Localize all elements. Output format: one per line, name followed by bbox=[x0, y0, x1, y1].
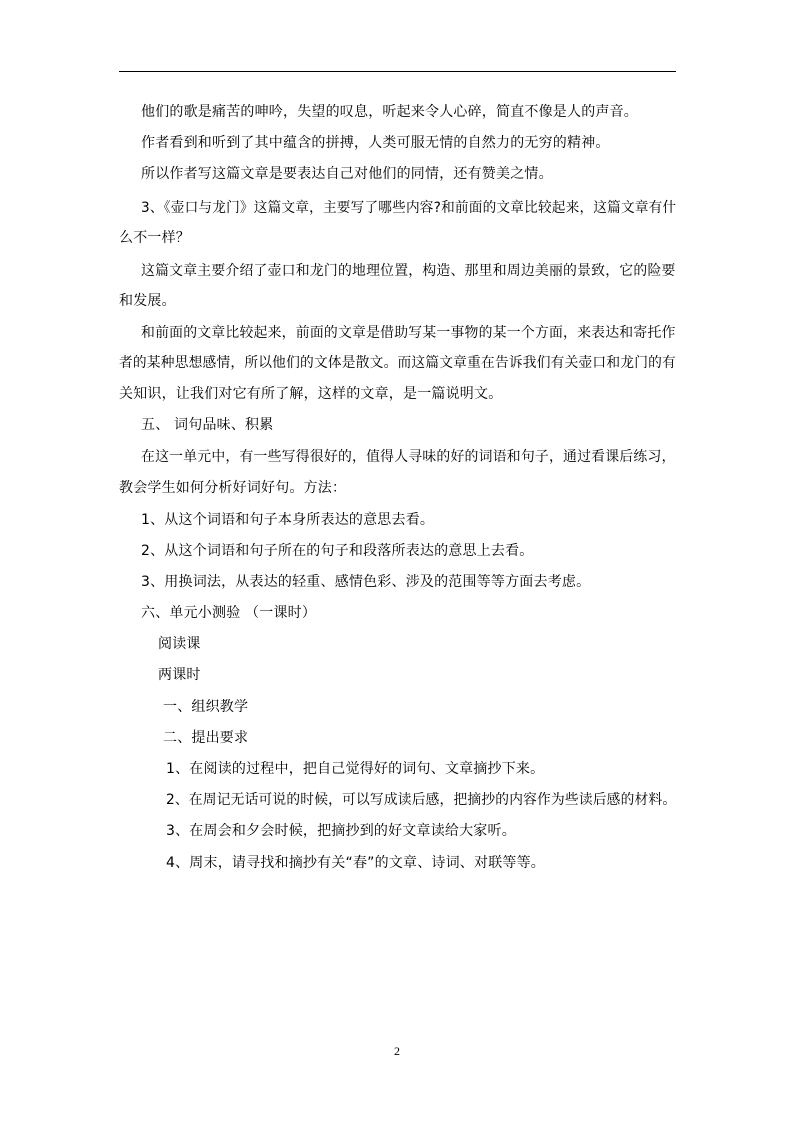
question-line: 3、《壶口与龙门》这篇文章，主要写了哪些内容?和前面的文章比较起来，这篇文章有什 bbox=[141, 200, 677, 216]
subheading-line: 二、提出要求 bbox=[163, 730, 249, 746]
list-item: 4、周末，请寻找和摘抄有关“春”的文章、诗词、对联等等。 bbox=[166, 855, 546, 871]
section-heading: 六、单元小测验 （一课时） bbox=[141, 605, 317, 621]
paragraph-line: 作者看到和听到了其中蕴含的拼搏，人类可服无情的自然力的无穷的精神。 bbox=[141, 135, 610, 151]
list-item: 1、在阅读的过程中，把自己觉得好的词句、文章摘抄下来。 bbox=[166, 761, 545, 777]
list-item: 3、在周会和夕会时候，把摘抄到的好文章读给大家听。 bbox=[166, 823, 516, 839]
subheading-line: 两课时 bbox=[158, 667, 201, 683]
question-line: 么不一样？ bbox=[119, 230, 190, 246]
header-rule bbox=[119, 71, 676, 72]
section-heading: 五、 词句品味、积累 bbox=[141, 417, 274, 433]
subheading-line: 一、组织教学 bbox=[163, 699, 249, 715]
list-item: 3、用换词法，从表达的轻重、感情色彩、涉及的范围等等方面去考虑。 bbox=[141, 574, 591, 590]
list-item: 2、从这个词语和句子所在的句子和段落所表达的意思上去看。 bbox=[141, 543, 534, 559]
paragraph-line: 这篇文章主要介绍了壶口和龙门的地理位置，构造、那里和周边美丽的景致，它的险要 bbox=[141, 263, 676, 279]
page-number: 2 bbox=[394, 1044, 400, 1058]
paragraph-line: 和前面的文章比较起来，前面的文章是借助写某一事物的某一个方面，来表达和寄托作 bbox=[141, 325, 676, 341]
paragraph-line: 在这一单元中，有一些写得很好的，值得人寻味的好的词语和句子，通过看课后练习， bbox=[141, 449, 676, 465]
paragraph-line: 者的某种思想感情，所以他们的文体是散文。而这篇文章重在告诉我们有关壶口和龙门的有 bbox=[119, 355, 676, 371]
list-item: 2、在周记无话可说的时候，可以写成读后感，把摘抄的内容作为些读后感的材料。 bbox=[166, 792, 677, 808]
list-item: 1、从这个词语和句子本身所表达的意思去看。 bbox=[141, 512, 435, 528]
paragraph-line: 他们的歌是痛苦的呻吟，失望的叹息，听起来令人心碎，简直不像是人的声音。 bbox=[141, 104, 638, 120]
subheading-line: 阅读课 bbox=[158, 636, 201, 652]
paragraph-line: 和发展。 bbox=[119, 293, 176, 309]
paragraph-line: 所以作者写这篇文章是要表达自己对他们的同情，还有赞美之情。 bbox=[141, 166, 553, 182]
paragraph-line: 关知识，让我们对它有所了解，这样的文章，是一篇说明文。 bbox=[119, 386, 503, 402]
paragraph-line: 教会学生如何分析好词好句。方法： bbox=[119, 480, 347, 496]
